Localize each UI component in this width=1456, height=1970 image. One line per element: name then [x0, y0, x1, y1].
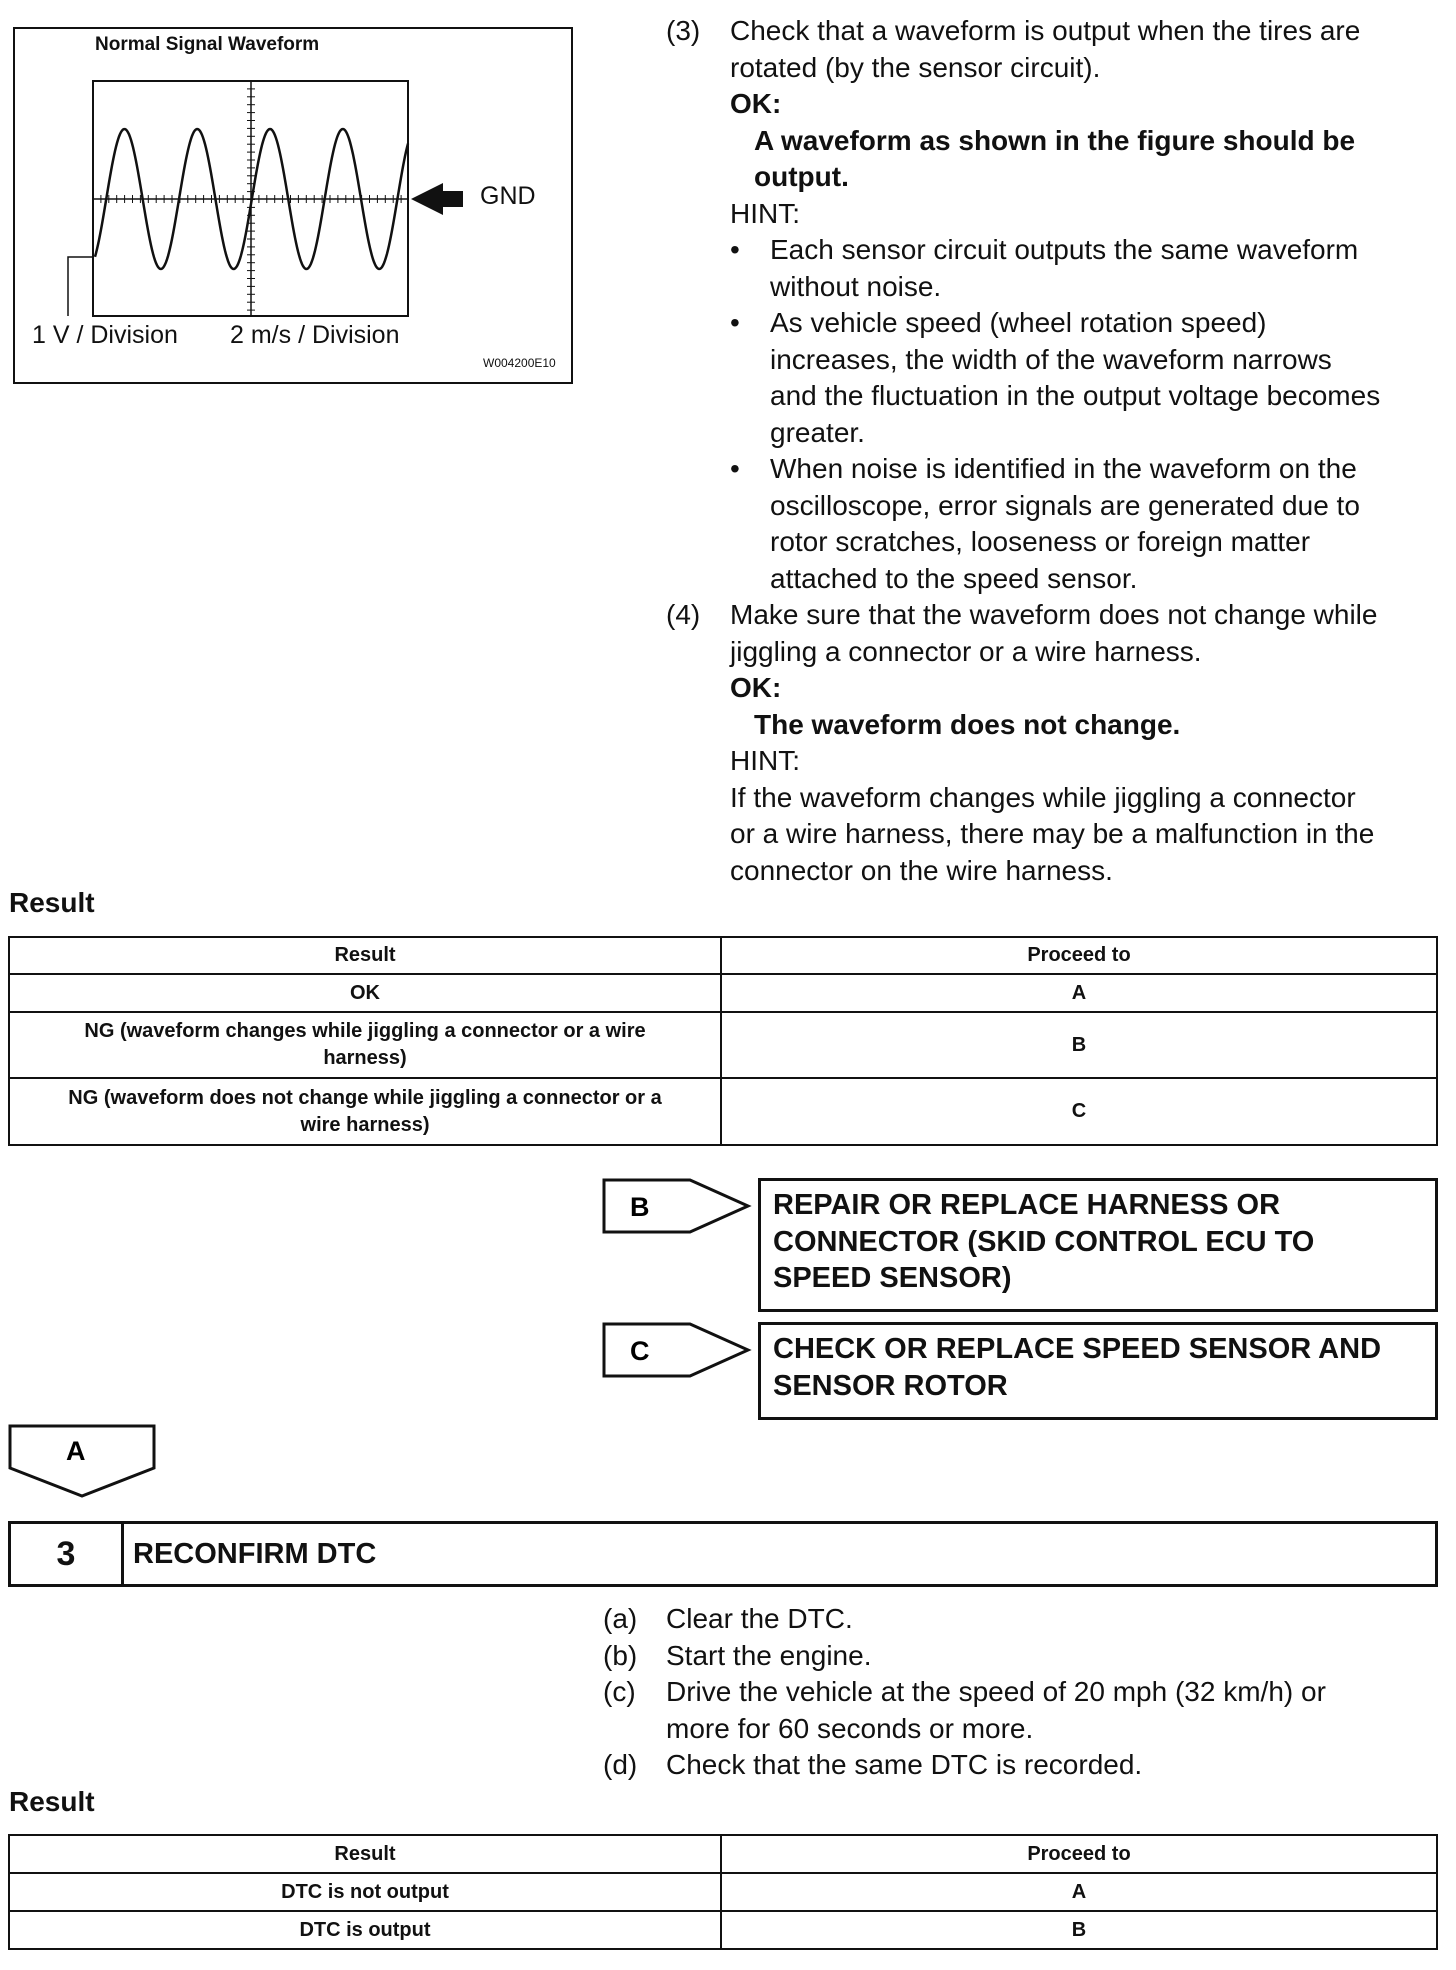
- item-label: (b): [603, 1639, 638, 1671]
- list-item: [603, 1747, 1423, 1784]
- table-row: [9, 1078, 1437, 1145]
- proceed-cell: C: [721, 1078, 1437, 1145]
- tag-b-arrow: [602, 1178, 752, 1234]
- result-text: OK: [350, 981, 380, 1004]
- bullet-line: When noise is identified in the waveform on the: [770, 453, 1357, 484]
- item-label: (c): [603, 1676, 636, 1707]
- figure-code: W004200E10: [483, 356, 556, 370]
- table-header-row: [9, 1835, 1437, 1873]
- bullet-line: Each sensor circuit outputs the same waveform: [770, 234, 1359, 265]
- column-header: Proceed to: [721, 937, 1437, 974]
- item-line: Clear the DTC.: [666, 1603, 853, 1634]
- bullet-line: greater.: [770, 416, 865, 448]
- bullet-line: rotor scratches, looseness or foreign matter: [770, 526, 1311, 557]
- table-row: [9, 1873, 1437, 1911]
- result-cell: [9, 1012, 721, 1078]
- axis-ticks: [93, 81, 401, 310]
- figure-title: Normal Signal Waveform: [95, 34, 320, 55]
- bullet-line: without noise.: [770, 270, 942, 302]
- hint-line: connector on the wire harness.: [730, 854, 1113, 886]
- hint-bullet: • When noise is identified in the waveform on the oscilloscope, error signals are generated due to rotor scratches, looseness or foreign matter attached to the speed sensor.: [730, 451, 1380, 597]
- item-label: (d): [603, 1749, 638, 1780]
- result-text: harness): [323, 1047, 407, 1069]
- tag-a-arrow: [8, 1424, 158, 1500]
- result-heading: Result: [9, 887, 95, 918]
- action-b-box: [758, 1178, 1438, 1312]
- hint-line: If the waveform changes while jiggling a connector: [730, 781, 1356, 813]
- bullet-line: As vehicle speed (wheel rotation speed): [770, 307, 1267, 338]
- result-cell: DTC is output: [9, 1911, 721, 1949]
- item-line: Start the engine.: [666, 1639, 872, 1671]
- result-heading: Result: [9, 1786, 95, 1817]
- step-3-line: Check that a waveform is output when the tires are: [730, 15, 1361, 46]
- ok-label: OK:: [730, 88, 782, 119]
- table-row: [9, 1012, 1437, 1078]
- tag-b-label: B: [630, 1192, 650, 1222]
- step-3-text: [730, 13, 1380, 597]
- step-3-number: (3): [666, 15, 701, 46]
- list-item: [603, 1674, 1423, 1747]
- step-3-header: [8, 1521, 1438, 1587]
- result-cell: [9, 1078, 721, 1145]
- tag-c-arrow: [602, 1322, 752, 1378]
- ok-criteria-line: output.: [754, 161, 849, 192]
- result-table-1: [8, 936, 1438, 1146]
- result-text: NG (waveform changes while jiggling a connector or a wire: [84, 1020, 646, 1042]
- bullet-line: attached to the speed sensor.: [770, 562, 1138, 594]
- table-header-row: [9, 937, 1437, 974]
- tag-c-label: C: [630, 1336, 650, 1366]
- proceed-cell: A: [721, 1873, 1437, 1911]
- action-line: CHECK OR REPLACE SPEED SENSOR AND: [773, 1333, 1382, 1365]
- volt-reference-bracket: [68, 257, 93, 316]
- proceed-cell: B: [721, 1012, 1437, 1078]
- action-line: SPEED SENSOR): [773, 1262, 1012, 1294]
- hint-label: HINT:: [730, 197, 800, 229]
- volt-division-label: 1 V / Division: [32, 321, 178, 349]
- step-number: 3: [11, 1524, 124, 1584]
- result-table-2: [8, 1834, 1438, 1950]
- bullet-line: increases, the width of the waveform narrows: [770, 343, 1332, 375]
- result-text: wire harness): [300, 1113, 430, 1136]
- hint-bullet: • Each sensor circuit outputs the same waveform without noise.: [730, 232, 1380, 305]
- list-item: [603, 1601, 1423, 1638]
- ok-criteria-line: A waveform as shown in the figure should be: [754, 124, 1356, 156]
- waveform-figure: [13, 27, 573, 384]
- step-4-text: [730, 597, 1377, 889]
- item-label: (a): [603, 1603, 638, 1634]
- result-cell: DTC is not output: [9, 1873, 721, 1911]
- gnd-arrow-icon: [411, 183, 463, 215]
- table-row: [9, 974, 1437, 1012]
- list-item: [603, 1638, 1423, 1675]
- step-title: RECONFIRM DTC: [133, 1538, 377, 1570]
- item-line: Check that the same DTC is recorded.: [666, 1749, 1143, 1780]
- column-header: Proceed to: [721, 1835, 1437, 1873]
- hint-label: HINT:: [730, 745, 800, 776]
- result-cell: [9, 974, 721, 1012]
- tag-a-label: A: [66, 1436, 86, 1466]
- bullet-line: and the fluctuation in the output voltage becomes: [770, 380, 1381, 411]
- ok-criteria-line: The waveform does not change.: [754, 708, 1181, 740]
- column-header: Result: [9, 1835, 721, 1873]
- action-line: CONNECTOR (SKID CONTROL ECU TO: [773, 1225, 1315, 1258]
- action-line: SENSOR ROTOR: [773, 1369, 1008, 1402]
- time-division-label: 2 m/s / Division: [230, 321, 400, 349]
- bullet-line: oscilloscope, error signals are generated due to: [770, 489, 1360, 521]
- step-3-items: [603, 1601, 1423, 1784]
- hint-line: or a wire harness, there may be a malfunction in the: [730, 818, 1375, 849]
- item-line: more for 60 seconds or more.: [666, 1712, 1034, 1744]
- step-3-line: rotated (by the sensor circuit).: [730, 51, 1101, 83]
- gnd-label: GND: [480, 182, 536, 210]
- table-row: [9, 1911, 1437, 1949]
- item-line: Drive the vehicle at the speed of 20 mph (32 km/h) or: [666, 1676, 1326, 1707]
- step-4-line: jiggling a connector or a wire harness.: [730, 635, 1202, 667]
- action-c-box: [758, 1322, 1438, 1420]
- step-4-number: (4): [666, 599, 701, 630]
- proceed-cell: A: [721, 974, 1437, 1012]
- column-header: Result: [9, 937, 721, 974]
- action-line: REPAIR OR REPLACE HARNESS OR: [773, 1189, 1281, 1221]
- hint-bullet: • As vehicle speed (wheel rotation speed) increases, the width of the waveform narrows and the fluctuation in the output voltage becomes greater.: [730, 305, 1380, 451]
- ok-label: OK:: [730, 672, 782, 703]
- step-4-line: Make sure that the waveform does not change while: [730, 599, 1378, 630]
- result-text: NG (waveform does not change while jiggling a connector or a: [68, 1086, 662, 1109]
- proceed-cell: B: [721, 1911, 1437, 1949]
